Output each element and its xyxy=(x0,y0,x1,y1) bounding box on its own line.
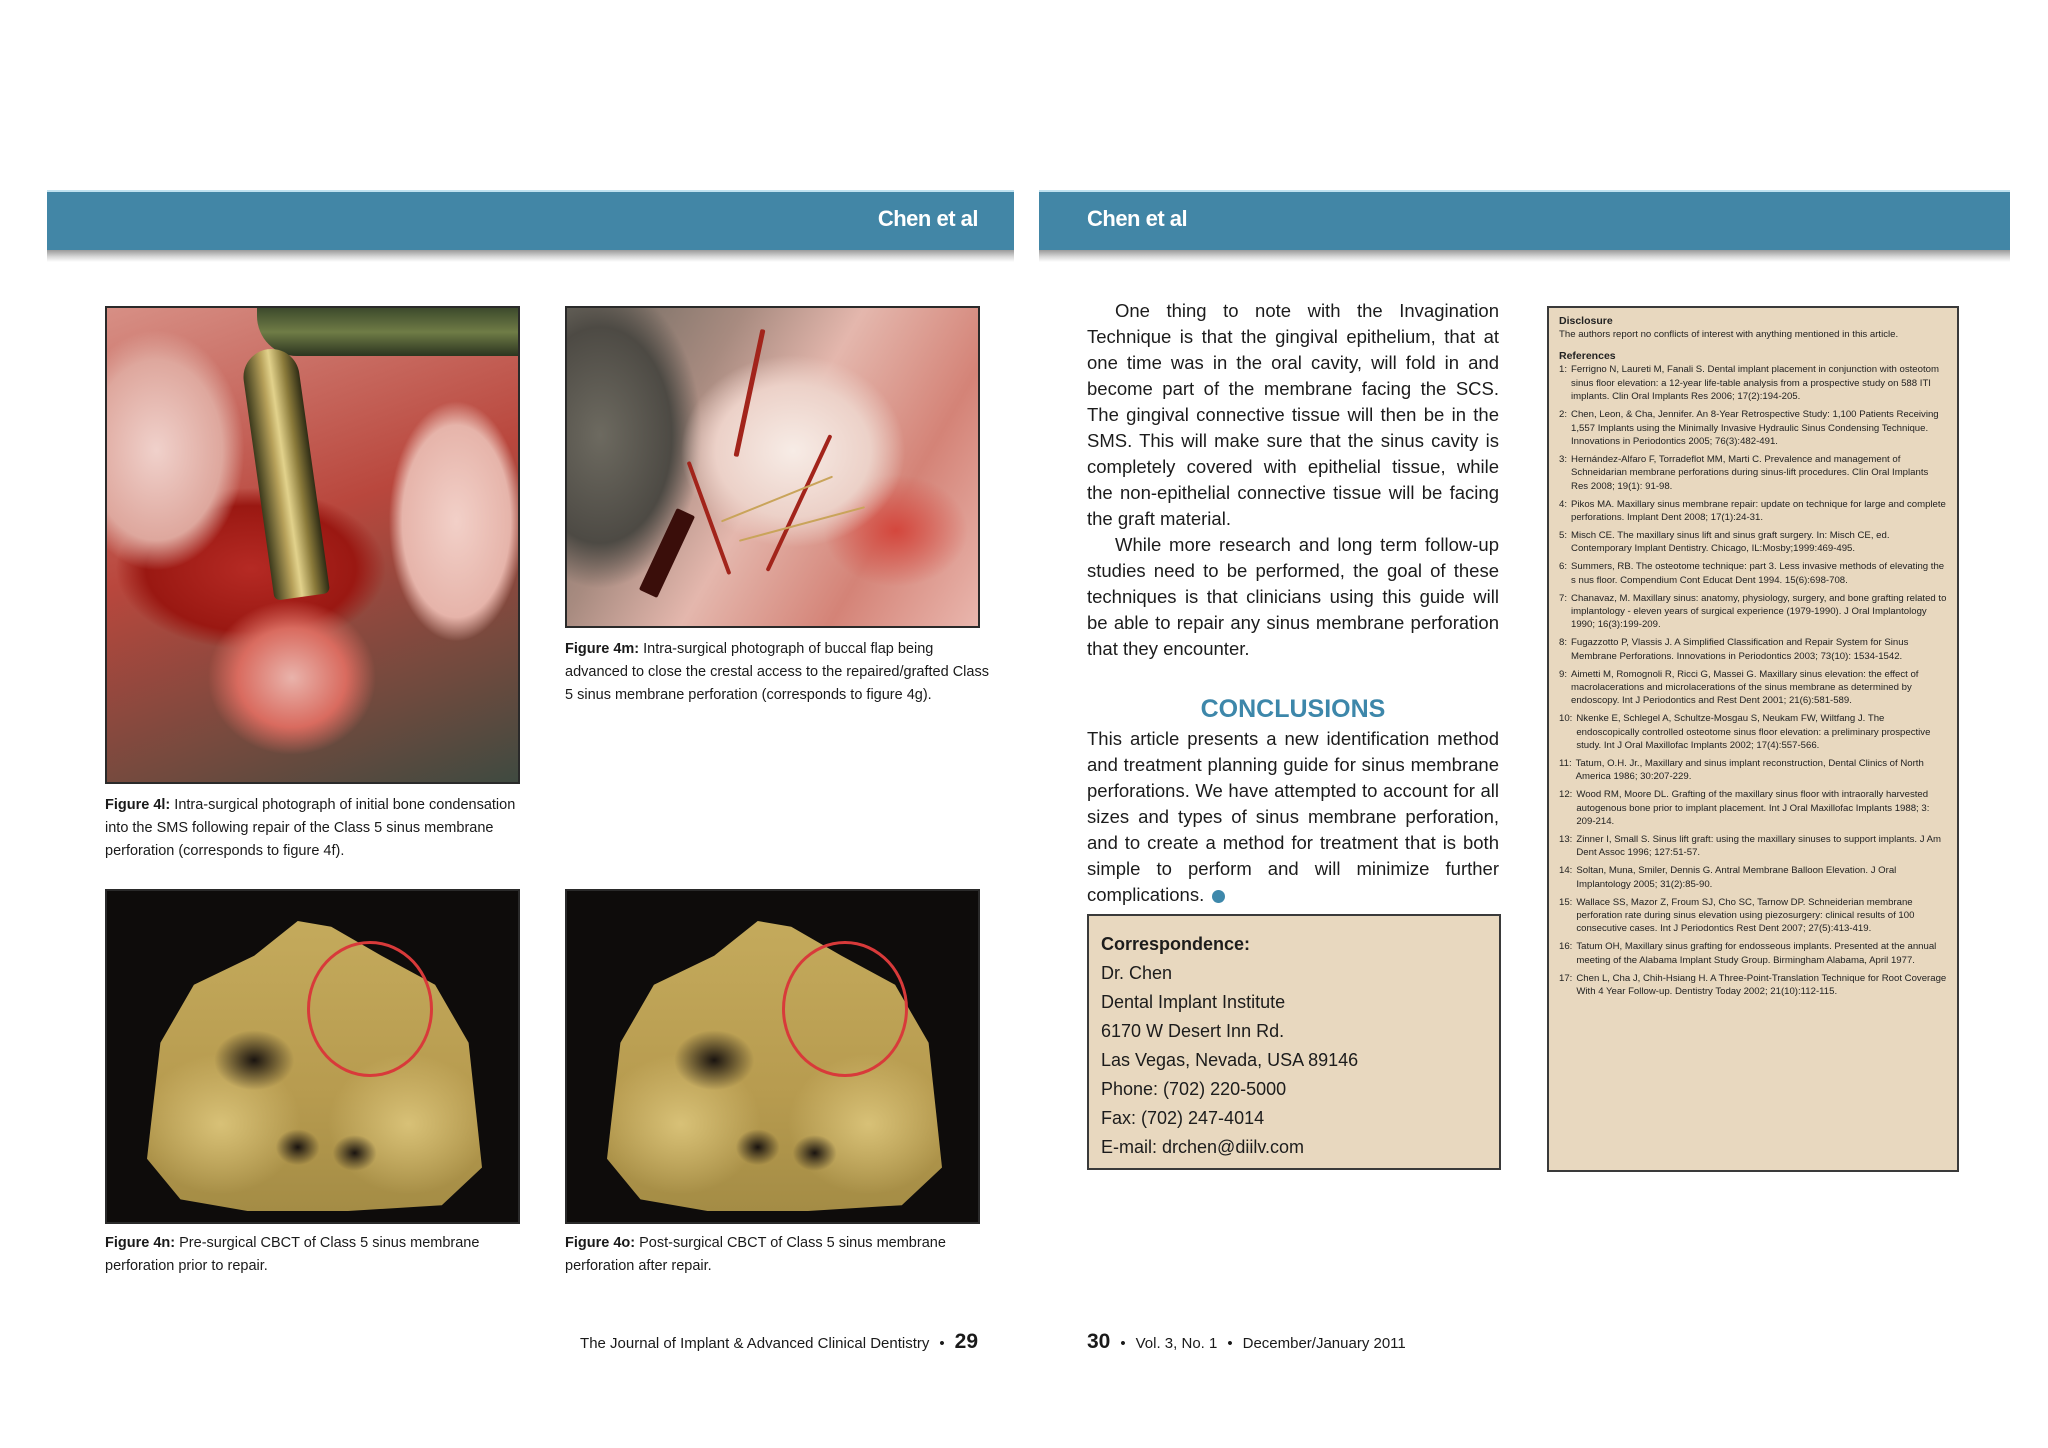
reference-number: 6: xyxy=(1559,561,1568,573)
reference-number: 12: xyxy=(1559,789,1573,801)
reference-item xyxy=(1559,498,1947,525)
reference-item xyxy=(1559,864,1947,891)
references-heading: References xyxy=(1559,350,1616,363)
reference-number: 9: xyxy=(1559,668,1568,680)
instrument-arm xyxy=(257,308,520,356)
footer-right xyxy=(1087,1330,1406,1354)
reference-number: 16: xyxy=(1559,941,1573,953)
figure-label: Figure 4n: xyxy=(105,1235,176,1251)
reference-number: 1: xyxy=(1559,364,1568,376)
reference-item xyxy=(1559,668,1947,708)
reference-item xyxy=(1559,636,1947,663)
correspondence-street: 6170 W Desert Inn Rd. xyxy=(1101,1021,1285,1041)
correspondence-city: Las Vegas, Nevada, USA 89146 xyxy=(1101,1050,1359,1070)
bullet-separator: • xyxy=(1227,1335,1233,1352)
reference-number: 8: xyxy=(1559,637,1568,649)
reference-text: Wood RM, Moore DL. Grafting of the maxillary sinus floor with intraorally harvested autogenous bone prior to implant placement. Int J Oral Maxillofac Implants 1988; 3: 209-214. xyxy=(1576,789,1930,828)
figure-4l-caption xyxy=(105,794,535,863)
end-of-article-dot-icon xyxy=(1212,890,1225,903)
figure-label: Figure 4o: xyxy=(565,1235,636,1251)
references-list xyxy=(1559,363,1947,998)
correspondence-institution: Dental Implant Institute xyxy=(1101,992,1286,1012)
figure-label: Figure 4m: xyxy=(565,641,640,657)
reference-item xyxy=(1559,833,1947,860)
figure-4n-cbct-image xyxy=(105,889,520,1224)
reference-text: Tatum OH, Maxillary sinus grafting for endosseous implants. Presented at the annual meeting of the Alabama Implant Study Group. Birmingham Alabama, April 1977. xyxy=(1576,941,1937,966)
figure-4l-photo xyxy=(105,306,520,784)
body-paragraph: While more research and long term follow-up studies need to be performed, the goal of these techniques is that clinicians using this guide will be able to repair any sinus membrane perforation that they encounter. xyxy=(1087,534,1499,659)
running-header-left xyxy=(47,190,1014,250)
bullet-separator: • xyxy=(1120,1335,1126,1352)
reference-text: Nkenke E, Schlegel A, Schultze-Mosgau S, Neukam FW, Wiltfang J. The endoscopically controlled osteotome sinus floor elevation: a preliminary prospective study. Int J Oral Maxillofac Implants 2002; 17(4):557-566. xyxy=(1576,713,1931,752)
reference-item xyxy=(1559,940,1947,967)
footer-left xyxy=(580,1330,978,1354)
reference-item xyxy=(1559,788,1947,828)
correspondence-email[interactable]: E-mail: drchen@diilv.com xyxy=(1101,1137,1304,1157)
vessel-line xyxy=(765,434,832,572)
conclusions-paragraph xyxy=(1087,726,1499,908)
conclusions-heading: CONCLUSIONS xyxy=(1200,695,1386,723)
reference-number: 7: xyxy=(1559,592,1568,604)
reference-item xyxy=(1559,896,1947,936)
figure-4o-caption xyxy=(565,1232,995,1278)
figure-4m-photo xyxy=(565,306,980,628)
reference-item xyxy=(1559,712,1947,752)
perforation-marker-circle xyxy=(782,941,908,1077)
reference-text: Misch CE. The maxillary sinus lift and sinus graft surgery. In: Misch CE, ed. Contemporary Implant Dentistry. Chicago, IL:Mosby;1999:469-495. xyxy=(1571,529,1890,555)
figure-4m-caption xyxy=(565,638,995,707)
running-head-left: Chen et al xyxy=(877,206,978,231)
reference-item xyxy=(1559,453,1947,493)
reference-text: Summers, RB. The osteotome technique: part 3. Less invasive methods of elevating the s nus floor. Compendium Cont Educat Dent 1994. 15(6):698-708. xyxy=(1571,561,1945,586)
body-paragraph: One thing to note with the Invagination Technique is that the gingival epithelium, that at one time was in the oral cavity, will fold in and become part of the membrane facing the SCS. The gingival connective tissue will then be in the SMS. This will make sure that the sinus cavity is completely covered with epithelial tissue, while the non-epithelial connective tissue will be facing the graft material. xyxy=(1087,300,1499,529)
reference-number: 4: xyxy=(1559,498,1568,510)
reference-text: Tatum, O.H. Jr., Maxillary and sinus implant reconstruction, Dental Clinics of North America 1986; 30:207-229. xyxy=(1575,757,1924,783)
reference-number: 3: xyxy=(1559,453,1568,465)
bullet-separator: • xyxy=(939,1335,945,1352)
figure-caption-text: Intra-surgical photograph of initial bone condensation into the SMS following repair of the Class 5 sinus membrane perforation (corresponds to figure 4f). xyxy=(105,797,516,859)
reference-item xyxy=(1559,363,1947,403)
reference-text: Pikos MA. Maxillary sinus membrane repair: update on technique for large and complete perforations. Implant Dent 2008; 17(1):24-31. xyxy=(1571,498,1946,523)
perforation-marker-circle xyxy=(307,941,433,1077)
running-head-right: Chen et al xyxy=(1087,206,1188,231)
figure-caption-text: Intra-surgical photograph of buccal flap being advanced to close the crestal access to the repaired/grafted Class 5 sinus membrane perforation (corresponds to figure 4g). xyxy=(565,641,989,703)
figure-4o-cbct-image xyxy=(565,889,980,1224)
correspondence-phone: Phone: (702) 220-5000 xyxy=(1101,1079,1287,1099)
reference-text: Fugazzotto P, Vlassis J. A Simplified Classification and Repair System for Sinus Membrane Perforations. Innovations in Periodontics 2003; 73(10): 1534-1542. xyxy=(1571,637,1909,662)
reference-text: Soltan, Muna, Smiler, Dennis G. Antral Membrane Balloon Elevation. J Oral Implantology 2005; 31(2):85-90. xyxy=(1576,865,1897,890)
correspondence-name: Dr. Chen xyxy=(1101,963,1173,983)
reference-text: Aimetti M, Romognoli R, Ricci G, Massei G. Maxillary sinus elevation: the effect of macrolacerations and microlacerations of the sinus membrane as determined by endoscopy. Int J Periodontics and Rest Dent 2001; 21(6):581-589. xyxy=(1571,668,1919,707)
disclosure-text: The authors report no conflicts of interest with anything mentioned in this article. xyxy=(1559,329,1899,340)
reference-text: Wallace SS, Mazor Z, Froum SJ, Cho SC, Tarnow DP. Schneiderian membrane perforation rate during sinus elevation using piezosurgery: clinical results of 100 consecutive cases. Int J Periodontics Rest Dent 2007; 27(5):413-419. xyxy=(1576,896,1915,935)
volume-issue: Vol. 3, No. 1 xyxy=(1135,1335,1218,1352)
reference-number: 17: xyxy=(1559,972,1573,984)
reference-text: Ferrigno N, Laureti M, Fanali S. Dental implant placement in conjunction with osteotom sinus floor elevation: a 12-year life-table analysis from a prospective study on 588 ITI implants. Clin Oral Implants Res 2006; 17(2):194-205. xyxy=(1571,364,1939,403)
reference-number: 11: xyxy=(1559,757,1572,769)
reference-text: Zinner I, Small S. Sinus lift graft: using the maxillary sinuses to support implants. J Am Dent Assoc 1996; 127:51-57. xyxy=(1576,834,1942,859)
reference-item xyxy=(1559,972,1947,999)
correspondence-fax: Fax: (702) 247-4014 xyxy=(1101,1108,1265,1128)
reference-number: 2: xyxy=(1559,409,1568,421)
page-number-left: 29 xyxy=(954,1330,978,1353)
reference-text: Chen, Leon, & Cha, Jennifer. An 8-Year Retrospective Study: 1,100 Patients Receiving 1,557 Implants using the Minimally Invasive Hydraulic Sinus Condensing Technique. Innovations in Periodontics 2005; 76(3):482-491. xyxy=(1571,409,1939,447)
disclosure-heading: Disclosure xyxy=(1559,315,1613,327)
journal-name: The Journal of Implant & Advanced Clinical Dentistry xyxy=(580,1335,930,1352)
figure-caption-text: Pre-surgical CBCT of Class 5 sinus membrane perforation prior to repair. xyxy=(105,1235,480,1274)
reference-number: 10: xyxy=(1559,713,1573,725)
blood-clot xyxy=(639,508,695,598)
reference-text: Chanavaz, M. Maxillary sinus: anatomy, physiology, surgery, and bone grafting related to implantology - eleven years of surgical experience (1979-1990). J Oral Implantology 1990; 16(3):199-209. xyxy=(1571,592,1947,631)
reference-item xyxy=(1559,757,1947,784)
reference-text: Hernández-Alfaro F, Torradeflot MM, Marti C. Prevalence and management of Schneidarian membrane perforations during sinus-lift procedures. Clin Oral Implants Res 2008; 19(1): 91-98. xyxy=(1571,453,1929,492)
vessel-line xyxy=(734,329,766,457)
page-number-right: 30 xyxy=(1087,1330,1111,1353)
conclusions-text: This article presents a new identification method and treatment planning guide for sinus membrane perforations. We have attempted to account for all sizes and types of sinus membrane perforation, and to create a method for treatment that is both simple to perform and will minimize further complications. xyxy=(1087,728,1499,905)
reference-number: 14: xyxy=(1559,865,1573,877)
references-sidebar xyxy=(1547,306,1959,1172)
reference-item xyxy=(1559,408,1947,448)
suture-line xyxy=(739,506,865,542)
osteotome-instrument xyxy=(240,345,330,600)
running-header-right xyxy=(1039,190,2010,250)
reference-number: 13: xyxy=(1559,834,1573,845)
reference-item xyxy=(1559,529,1947,556)
figure-caption-text: Post-surgical CBCT of Class 5 sinus membrane perforation after repair. xyxy=(565,1235,946,1274)
figure-4n-caption xyxy=(105,1232,535,1278)
reference-text: Chen L, Cha J, Chih-Hsiang H. A Three-Point-Translation Technique for Root Coverage With 4 Year Follow-up. Dentistry Today 2002; 21(10):112-115. xyxy=(1576,972,1947,998)
reference-number: 5: xyxy=(1559,529,1568,541)
correspondence-title: Correspondence: xyxy=(1101,934,1251,954)
reference-item xyxy=(1559,560,1947,587)
article-body xyxy=(1087,298,1499,908)
reference-item xyxy=(1559,592,1947,632)
correspondence-box xyxy=(1087,914,1501,1170)
figure-label: Figure 4l: xyxy=(105,797,171,813)
issue-date: December/January 2011 xyxy=(1242,1335,1406,1352)
reference-number: 15: xyxy=(1559,896,1573,908)
cbct-skull-render xyxy=(147,921,482,1211)
suture-line xyxy=(721,476,833,523)
